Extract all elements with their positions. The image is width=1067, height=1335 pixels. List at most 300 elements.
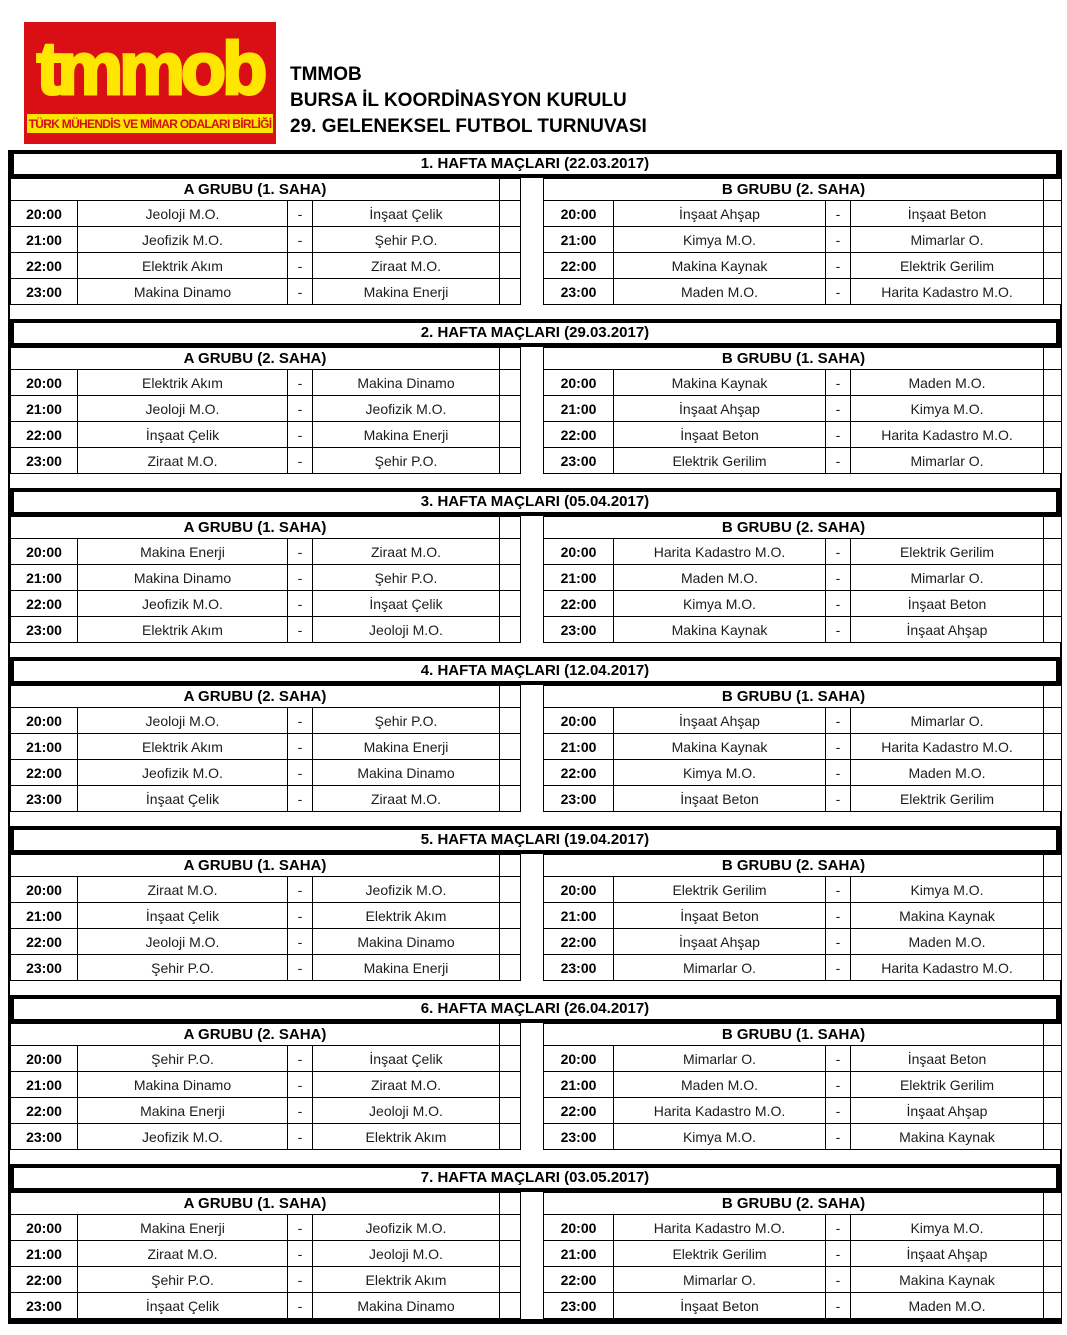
match-home-team: Şehir P.O. [78,955,288,981]
match-home-team: Kimya M.O. [614,591,826,617]
group-header: B GRUBU (2. SAHA) [544,855,1044,877]
match-away-team: Elektrik Gerilim [851,786,1044,812]
match-home-team: İnşaat Çelik [78,903,288,929]
match-away-team: Harita Kadastro M.O. [851,955,1044,981]
tail-cell [500,1024,521,1046]
match-separator: - [826,253,851,279]
tail-cell [1044,201,1062,227]
match-row [11,1046,521,1072]
week-section [10,995,1060,1164]
match-home-team: Elektrik Gerilim [614,877,826,903]
group-table [10,178,521,305]
match-separator: - [826,929,851,955]
week-title: 2. HAFTA MAÇLARI (29.03.2017) [10,319,1060,347]
match-separator: - [288,617,313,643]
match-separator: - [288,448,313,474]
match-away-team: Maden M.O. [851,1293,1044,1319]
tail-cell [500,539,521,565]
tail-cell [1044,1241,1062,1267]
match-away-team: Jeofizik M.O. [313,396,500,422]
match-away-team: Makina Enerji [313,279,500,305]
match-away-team: Makina Dinamo [313,929,500,955]
match-time: 22:00 [544,1098,614,1124]
group-header-row [11,179,521,201]
tail-cell [1044,929,1062,955]
match-time: 21:00 [544,903,614,929]
tail-cell [1044,1098,1062,1124]
tail-cell [500,1241,521,1267]
match-home-team: Elektrik Akım [78,617,288,643]
match-home-team: Jeoloji M.O. [78,708,288,734]
match-time: 23:00 [544,448,614,474]
match-row [544,448,1062,474]
group-table [543,1192,1062,1319]
match-away-team: Maden M.O. [851,370,1044,396]
match-row [11,760,521,786]
tail-cell [1044,617,1062,643]
tail-cell [500,422,521,448]
group-header-row [544,855,1062,877]
group-header: B GRUBU (2. SAHA) [544,517,1044,539]
match-separator: - [288,279,313,305]
match-separator: - [826,1124,851,1150]
match-home-team: Harita Kadastro M.O. [614,1215,826,1241]
match-row [11,448,521,474]
week-spacer [10,981,1060,995]
match-time: 20:00 [11,539,78,565]
week-title: 4. HAFTA MAÇLARI (12.04.2017) [10,657,1060,685]
match-time: 22:00 [544,760,614,786]
match-row [11,279,521,305]
tail-cell [1044,539,1062,565]
tail-cell [1044,855,1062,877]
tail-cell [500,1098,521,1124]
match-time: 23:00 [544,617,614,643]
match-separator: - [826,1293,851,1319]
week-section [10,826,1060,995]
match-time: 20:00 [11,708,78,734]
match-away-team: Makina Dinamo [313,760,500,786]
match-separator: - [288,396,313,422]
match-home-team: İnşaat Beton [614,903,826,929]
match-home-team: Makina Kaynak [614,734,826,760]
tail-cell [500,201,521,227]
group-table [10,685,521,812]
tail-cell [1044,1046,1062,1072]
match-home-team: Kimya M.O. [614,1124,826,1150]
group-table [10,1023,521,1150]
match-home-team: İnşaat Beton [614,786,826,812]
document-title [290,62,647,144]
week-body [10,1023,1060,1150]
match-away-team: Kimya M.O. [851,877,1044,903]
week-spacer [10,812,1060,826]
match-separator: - [288,1046,313,1072]
tail-cell [500,855,521,877]
match-home-team: Elektrik Gerilim [614,1241,826,1267]
match-away-team: Makina Dinamo [313,1293,500,1319]
match-time: 23:00 [544,1293,614,1319]
tail-cell [500,903,521,929]
match-time: 22:00 [11,1267,78,1293]
tail-cell [1044,1124,1062,1150]
match-time: 20:00 [544,708,614,734]
tail-cell [1044,1267,1062,1293]
match-separator: - [826,448,851,474]
org-line-2: BURSA İL KOORDİNASYON KURULU [290,90,627,111]
group-table [543,516,1062,643]
week-body [10,685,1060,812]
match-row [11,591,521,617]
group-header-row [544,179,1062,201]
tail-cell [500,1124,521,1150]
match-home-team: Maden M.O. [614,1072,826,1098]
group-header-row [544,1193,1062,1215]
tail-cell [1044,591,1062,617]
group-header: A GRUBU (1. SAHA) [11,179,500,201]
match-time: 20:00 [11,1215,78,1241]
match-separator: - [826,370,851,396]
match-away-team: İnşaat Çelik [313,1046,500,1072]
match-home-team: İnşaat Çelik [78,422,288,448]
match-time: 21:00 [11,396,78,422]
tail-cell [500,565,521,591]
match-separator: - [288,422,313,448]
match-home-team: Mimarlar O. [614,1046,826,1072]
match-row [11,227,521,253]
group-header-row [544,348,1062,370]
match-row [11,903,521,929]
match-home-team: İnşaat Ahşap [614,201,826,227]
group-table [543,685,1062,812]
match-time: 22:00 [544,253,614,279]
tail-cell [1044,422,1062,448]
match-away-team: Maden M.O. [851,760,1044,786]
match-row [11,617,521,643]
group-table [10,854,521,981]
match-time: 22:00 [544,929,614,955]
match-home-team: Makina Dinamo [78,565,288,591]
match-time: 23:00 [544,279,614,305]
match-home-team: Mimarlar O. [614,1267,826,1293]
match-home-team: İnşaat Çelik [78,786,288,812]
match-row [544,1046,1062,1072]
group-header-row [544,1024,1062,1046]
group-table [543,178,1062,305]
match-away-team: Harita Kadastro M.O. [851,422,1044,448]
tail-cell [500,617,521,643]
match-away-team: Jeoloji M.O. [313,1241,500,1267]
match-separator: - [826,786,851,812]
tail-cell [1044,396,1062,422]
match-separator: - [826,1046,851,1072]
match-row [544,1098,1062,1124]
match-away-team: Makina Enerji [313,422,500,448]
match-time: 22:00 [11,591,78,617]
match-row [11,1293,521,1319]
match-row [544,734,1062,760]
group-header: A GRUBU (1. SAHA) [11,1193,500,1215]
match-time: 21:00 [11,227,78,253]
group-header-row [11,517,521,539]
tail-cell [1044,955,1062,981]
match-separator: - [826,708,851,734]
match-separator: - [288,903,313,929]
match-home-team: Makina Kaynak [614,253,826,279]
week-body [10,516,1060,643]
match-away-team: Makina Enerji [313,955,500,981]
match-away-team: Ziraat M.O. [313,253,500,279]
match-home-team: Jeoloji M.O. [78,929,288,955]
match-time: 23:00 [11,279,78,305]
match-away-team: Jeoloji M.O. [313,1098,500,1124]
group-header: B GRUBU (1. SAHA) [544,686,1044,708]
week-title: 5. HAFTA MAÇLARI (19.04.2017) [10,826,1060,854]
match-away-team: İnşaat Ahşap [851,1098,1044,1124]
match-separator: - [288,786,313,812]
tail-cell [500,1267,521,1293]
match-time: 21:00 [544,396,614,422]
week-section [10,150,1060,319]
tail-cell [500,348,521,370]
group-header-row [544,686,1062,708]
match-row [544,565,1062,591]
tail-cell [1044,1193,1062,1215]
match-row [11,1124,521,1150]
group-header: B GRUBU (1. SAHA) [544,1024,1044,1046]
group-header: A GRUBU (1. SAHA) [11,517,500,539]
match-away-team: Makina Dinamo [313,370,500,396]
match-time: 23:00 [11,448,78,474]
match-row [11,422,521,448]
tail-cell [500,955,521,981]
match-row [11,1241,521,1267]
tail-cell [1044,903,1062,929]
group-header: A GRUBU (2. SAHA) [11,348,500,370]
match-row [544,708,1062,734]
match-row [11,253,521,279]
tmmob-logo [24,22,276,144]
match-separator: - [288,1124,313,1150]
match-time: 22:00 [11,929,78,955]
match-separator: - [288,1072,313,1098]
match-away-team: Mimarlar O. [851,565,1044,591]
match-time: 20:00 [544,370,614,396]
match-away-team: Şehir P.O. [313,227,500,253]
match-time: 20:00 [544,201,614,227]
tmmob-logo-subtitle: TÜRK MÜHENDİS VE MİMAR ODALARI BİRLİĞİ [27,114,273,133]
match-home-team: Makina Enerji [78,539,288,565]
match-home-team: Jeofizik M.O. [78,760,288,786]
match-row [544,1124,1062,1150]
week-title: 1. HAFTA MAÇLARI (22.03.2017) [10,150,1060,178]
match-row [11,734,521,760]
tail-cell [1044,565,1062,591]
tail-cell [500,279,521,305]
match-separator: - [288,929,313,955]
match-time: 23:00 [544,786,614,812]
match-away-team: İnşaat Ahşap [851,1241,1044,1267]
match-separator: - [826,1072,851,1098]
match-away-team: İnşaat Çelik [313,201,500,227]
match-home-team: Elektrik Gerilim [614,448,826,474]
group-header: B GRUBU (2. SAHA) [544,179,1044,201]
match-time: 21:00 [11,903,78,929]
tail-cell [500,179,521,201]
tail-cell [500,1293,521,1319]
tail-cell [1044,1024,1062,1046]
match-row [11,370,521,396]
match-row [544,617,1062,643]
match-time: 23:00 [11,1124,78,1150]
group-table [10,516,521,643]
match-home-team: Jeofizik M.O. [78,1124,288,1150]
match-away-team: İnşaat Ahşap [851,617,1044,643]
match-row [11,396,521,422]
match-away-team: Şehir P.O. [313,448,500,474]
match-away-team: Makina Kaynak [851,1124,1044,1150]
group-header: B GRUBU (1. SAHA) [544,348,1044,370]
tail-cell [1044,734,1062,760]
tail-cell [1044,279,1062,305]
match-row [544,1215,1062,1241]
group-header-row [11,1024,521,1046]
match-away-team: Jeofizik M.O. [313,877,500,903]
match-time: 23:00 [544,955,614,981]
group-header: A GRUBU (2. SAHA) [11,1024,500,1046]
tail-cell [1044,1293,1062,1319]
match-separator: - [826,565,851,591]
week-body [10,854,1060,981]
match-separator: - [826,1215,851,1241]
tail-cell [500,686,521,708]
match-home-team: Şehir P.O. [78,1046,288,1072]
match-home-team: Kimya M.O. [614,227,826,253]
week-body [10,178,1060,305]
group-header-row [11,686,521,708]
match-row [11,539,521,565]
match-separator: - [288,734,313,760]
match-row [11,786,521,812]
page-header [0,0,1067,150]
tail-cell [500,448,521,474]
tail-cell [500,517,521,539]
match-time: 20:00 [11,1046,78,1072]
tail-cell [1044,786,1062,812]
match-row [11,955,521,981]
tail-cell [1044,517,1062,539]
match-home-team: Maden M.O. [614,279,826,305]
org-line-3: 29. GELENEKSEL FUTBOL TURNUVASI [290,116,647,137]
match-home-team: Ziraat M.O. [78,1241,288,1267]
match-away-team: Elektrik Akım [313,1267,500,1293]
match-separator: - [826,1267,851,1293]
tail-cell [500,734,521,760]
match-row [544,903,1062,929]
match-away-team: Elektrik Gerilim [851,253,1044,279]
match-home-team: Şehir P.O. [78,1267,288,1293]
match-row [11,929,521,955]
match-row [544,227,1062,253]
match-home-team: Makina Enerji [78,1215,288,1241]
week-section [10,1164,1060,1319]
match-home-team: Ziraat M.O. [78,448,288,474]
match-separator: - [288,760,313,786]
group-header-row [11,855,521,877]
match-row [544,422,1062,448]
group-header: A GRUBU (2. SAHA) [11,686,500,708]
match-time: 20:00 [544,1215,614,1241]
match-row [11,1215,521,1241]
week-section [10,488,1060,657]
tail-cell [1044,370,1062,396]
week-body [10,347,1060,474]
match-away-team: Makina Kaynak [851,903,1044,929]
match-row [544,955,1062,981]
tail-cell [1044,686,1062,708]
tail-cell [1044,227,1062,253]
match-home-team: İnşaat Beton [614,422,826,448]
match-away-team: Makina Enerji [313,734,500,760]
match-away-team: Elektrik Gerilim [851,1072,1044,1098]
match-row [11,877,521,903]
match-home-team: Makina Enerji [78,1098,288,1124]
match-time: 20:00 [544,1046,614,1072]
match-separator: - [826,201,851,227]
group-header-row [11,1193,521,1215]
match-time: 23:00 [11,617,78,643]
match-home-team: Jeoloji M.O. [78,201,288,227]
match-away-team: Mimarlar O. [851,708,1044,734]
match-row [544,370,1062,396]
group-header-row [544,517,1062,539]
week-section [10,657,1060,826]
group-table [543,347,1062,474]
match-away-team: Elektrik Akım [313,903,500,929]
match-separator: - [288,877,313,903]
group-table [10,1192,521,1319]
tail-cell [500,253,521,279]
tail-cell [500,929,521,955]
match-home-team: Ziraat M.O. [78,877,288,903]
match-separator: - [826,1241,851,1267]
match-row [544,1267,1062,1293]
match-time: 22:00 [11,1098,78,1124]
tmmob-wordmark: tmmob [36,26,264,110]
match-separator: - [288,253,313,279]
match-home-team: Makina Dinamo [78,279,288,305]
schedule-tables [8,150,1062,1324]
tail-cell [1044,877,1062,903]
match-time: 23:00 [544,1124,614,1150]
match-home-team: Elektrik Akım [78,370,288,396]
tail-cell [500,1046,521,1072]
match-home-team: İnşaat Ahşap [614,929,826,955]
match-time: 21:00 [544,565,614,591]
match-time: 21:00 [544,1241,614,1267]
match-away-team: Maden M.O. [851,929,1044,955]
week-title: 6. HAFTA MAÇLARI (26.04.2017) [10,995,1060,1023]
match-row [544,760,1062,786]
match-away-team: İnşaat Çelik [313,591,500,617]
tail-cell [1044,253,1062,279]
tail-cell [1044,348,1062,370]
match-row [544,279,1062,305]
match-time: 21:00 [11,565,78,591]
match-away-team: Harita Kadastro M.O. [851,734,1044,760]
tail-cell [1044,179,1062,201]
match-home-team: Makina Dinamo [78,1072,288,1098]
